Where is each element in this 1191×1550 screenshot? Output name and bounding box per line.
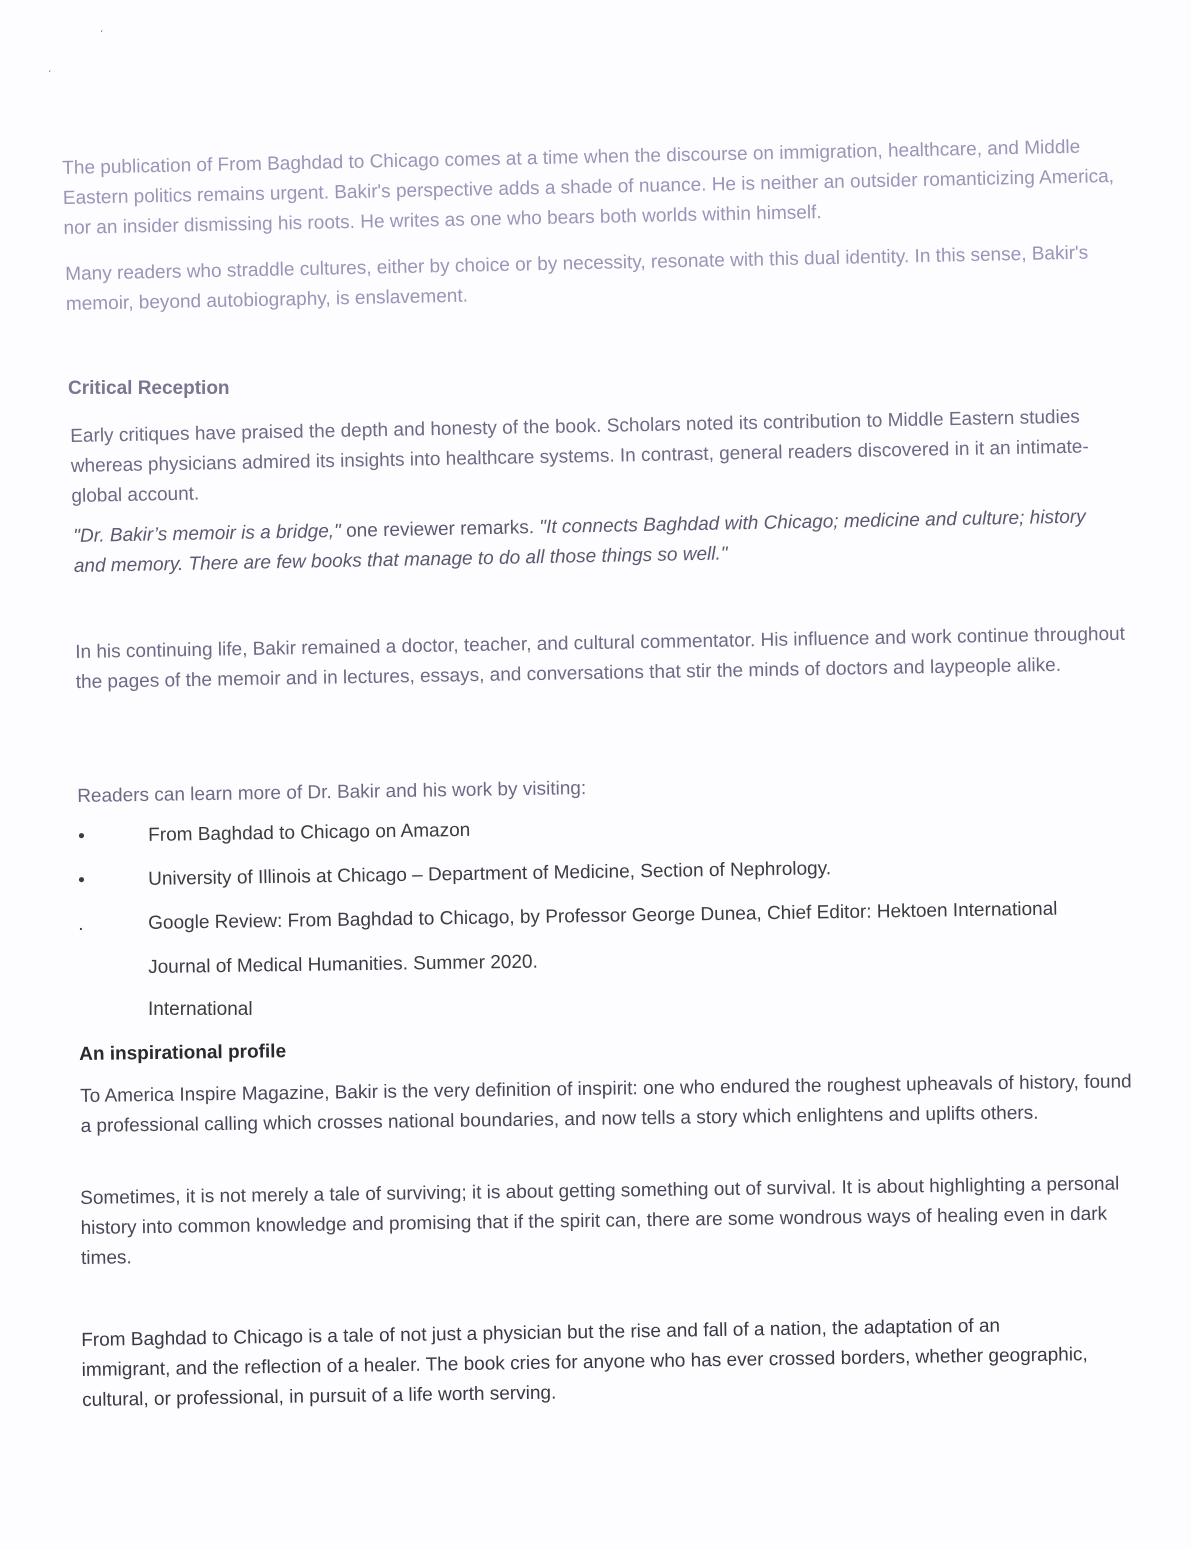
profile-paragraph-2: Sometimes, it is not merely a tale of surviving; it is about getting something out of survival. It is about highlighting a personal history into common knowledge and promising that if the spirit can, there are some wondrous ways of healing even in dark times. [80, 1173, 1120, 1269]
section-heading-inspirational-profile: An inspirational profile [79, 1041, 287, 1065]
bullet-icon: • [78, 869, 86, 891]
link-amazon[interactable]: From Baghdad to Chicago on Amazon [148, 819, 471, 846]
quote-part-2: "It connects Baghdad with Chicago; medicine and culture; history and memory. There are few books that manage to do all those things so well." [73, 506, 1086, 577]
profile-section [80, 1067, 1136, 1142]
intro-section [62, 132, 1124, 244]
profile-heading-wrap [79, 1027, 1139, 1068]
closing-section [81, 1310, 1092, 1416]
continuing-section [75, 620, 1136, 698]
quote-part-1: "Dr. Bakir’s memoir is a bridge," [73, 520, 342, 547]
list-item[interactable] [78, 851, 1148, 891]
bullet-icon: • [78, 825, 86, 847]
closing-paragraph: From Baghdad to Chicago is a tale of not just a physician but the rise and fall of a nation, the adaptation of an immigrant, and the reflection of a healer. The book cries for anyone who has ever crossed borders, whether geographic, cultural, or professional, in pursuit of a life worth serving. [81, 1315, 1088, 1411]
list-item[interactable] [78, 807, 1148, 847]
review-continuation: Journal of Medical Humanities. Summer 2020. [148, 951, 538, 979]
scan-speck: ˊ [100, 30, 104, 41]
list-item[interactable] [78, 895, 1148, 935]
profile-paragraph-1: To America Inspire Magazine, Bakir is the very definition of inspirit: one who endured the roughest upheavals of history, found a professional calling which crosses national boundaries, and now tells a story which enlightens and uplifts others. [80, 1071, 1132, 1137]
critical-reception-section [70, 402, 1132, 512]
critical-reception-heading-wrap [68, 376, 1128, 402]
intro-paragraph-1: The publication of From Baghdad to Chicago comes at a time when the discourse on immigration, healthcare, and Middle Eastern politics remains urgent. Bakir's perspective adds a shade of nuance. He is neither an outsider romanticizing America, nor an insider dismissing his roots. He writes as one who bears both worlds within himself. [62, 136, 1115, 239]
intro-paragraph-2: Many readers who straddle cultures, either by choice or by necessity, resonate with this dual identity. In this sense, Bakir's memoir, beyond autobiography, is enslavement. [65, 242, 1089, 315]
quote-attribution: one reviewer remarks. [340, 517, 540, 542]
learn-more-intro-wrap [77, 765, 1137, 812]
review-continuation-2: International [148, 999, 253, 1020]
reviewer-quote [73, 502, 1114, 582]
profile-section-2 [80, 1169, 1136, 1274]
continuing-paragraph: In his continuing life, Bakir remained a doctor, teacher, and cultural commentator. His influence and work continue throughout the pages of the memoir and in lectures, essays, and conversations that stir the minds of doctors and laypeople alike. [75, 623, 1126, 693]
learn-more-intro: Readers can learn more of Dr. Bakir and his work by visiting: [77, 778, 587, 807]
link-uic-nephrology[interactable]: University of Illinois at Chicago – Department of Medicine, Section of Nephrology. [148, 858, 832, 890]
quote-paragraph [73, 502, 1114, 582]
critical-reception-paragraph: Early critiques have praised the depth and honesty of the book. Scholars noted its contribution to Middle Eastern studies whereas physicians admired its insights into healthcare systems. In contrast, general readers discovered in it an intimate-global account. [70, 406, 1089, 507]
scan-speck: ˊ [48, 70, 52, 81]
bullet-icon: . [78, 913, 84, 935]
link-google-review[interactable]: Google Review: From Baghdad to Chicago, by Professor George Dunea, Chief Editor: Hektoen International [148, 898, 1058, 934]
list-item-continuation [78, 941, 1148, 979]
intro-section-2 [65, 238, 1126, 320]
section-heading-critical-reception: Critical Reception [68, 378, 230, 399]
